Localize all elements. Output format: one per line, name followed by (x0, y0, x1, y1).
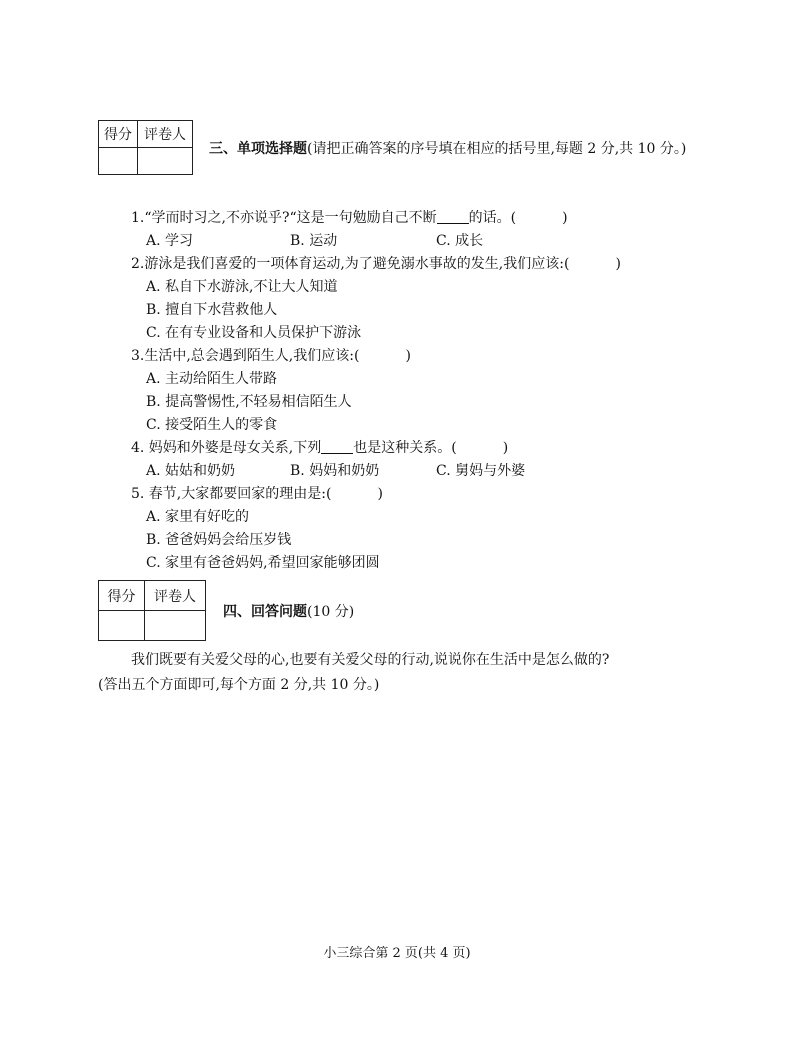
option: B. 妈妈和奶奶 (290, 463, 380, 479)
page-footer: 小三综合第 2 页(共 4 页) (323, 946, 471, 961)
question-text: 3.生活中,总会遇到陌生人,我们应该:( (131, 348, 360, 364)
grader-cell (138, 148, 193, 175)
score-box-section3 (98, 120, 193, 175)
section4-question: 我们既要有关爱父母的心,也要有关爱父母的行动,说说你在生活中是怎么做的? (131, 652, 610, 668)
question-5 (131, 483, 383, 505)
option: B. 爸爸妈妈会给压岁钱 (146, 532, 292, 548)
option: A. 姑姑和奶奶 (146, 463, 236, 479)
paren-close: ) (405, 348, 411, 364)
fill-blank[interactable] (321, 439, 353, 454)
score-cell (99, 148, 138, 175)
score-box-section4 (98, 580, 206, 641)
question-text: 1.“学而时习之,不亦说乎?“这是一句勉励自己不断 (131, 210, 437, 226)
paren-close: ) (615, 256, 621, 272)
question-text: 的话。( (468, 210, 517, 226)
question-2 (131, 253, 621, 275)
section4-title: 四、回答问题 (223, 604, 307, 620)
option: A. 主动给陌生人带路 (146, 371, 278, 387)
question-text: 2.游泳是我们喜爱的一项体育运动,为了避免溺水事故的发生,我们应该:( (131, 256, 570, 272)
option: A. 家里有好吃的 (146, 509, 250, 525)
option: C. 成长 (436, 233, 484, 249)
option: A. 学习 (146, 233, 194, 249)
paren-close: ) (377, 486, 383, 502)
section3-header (209, 137, 699, 161)
question-3 (131, 345, 411, 367)
option: C. 家里有爸爸妈妈,希望回家能够团圆 (146, 555, 380, 571)
score-label: 得分 (99, 581, 145, 611)
paren-close: ) (562, 210, 568, 226)
section4-note: (答出五个方面即可,每个方面 2 分,共 10 分。) (98, 677, 380, 693)
question-1 (131, 207, 568, 229)
section4-points: (10 分) (307, 604, 355, 620)
section3-instructions: (请把正确答案的序号填在相应的括号里,每题 2 分,共 10 分。) (307, 141, 687, 157)
option: C. 在有专业设备和人员保护下游泳 (146, 325, 362, 341)
paren-close: ) (502, 440, 509, 456)
question-text: 也是这种关系。( (353, 440, 457, 456)
option: B. 擅自下水营救他人 (146, 302, 278, 318)
question-4 (131, 437, 508, 459)
option: B. 提高警惕性,不轻易相信陌生人 (146, 394, 352, 410)
grader-label: 评卷人 (145, 581, 206, 611)
question-text: 5. 春节,大家都要回家的理由是:( (131, 486, 332, 502)
option: A. 私自下水游泳,不让大人知道 (146, 279, 338, 295)
grader-label: 评卷人 (138, 121, 193, 148)
section3-title: 三、单项选择题 (209, 141, 307, 157)
fill-blank[interactable] (437, 209, 469, 224)
score-cell (99, 611, 145, 641)
section4-header (223, 600, 354, 624)
question-text: 4. 妈妈和外婆是母女关系,下列 (131, 440, 322, 456)
grader-cell (145, 611, 206, 641)
option: B. 运动 (290, 233, 338, 249)
score-label: 得分 (99, 121, 138, 148)
option: C. 接受陌生人的零食 (146, 417, 278, 433)
option: C. 舅妈与外婆 (436, 463, 526, 479)
